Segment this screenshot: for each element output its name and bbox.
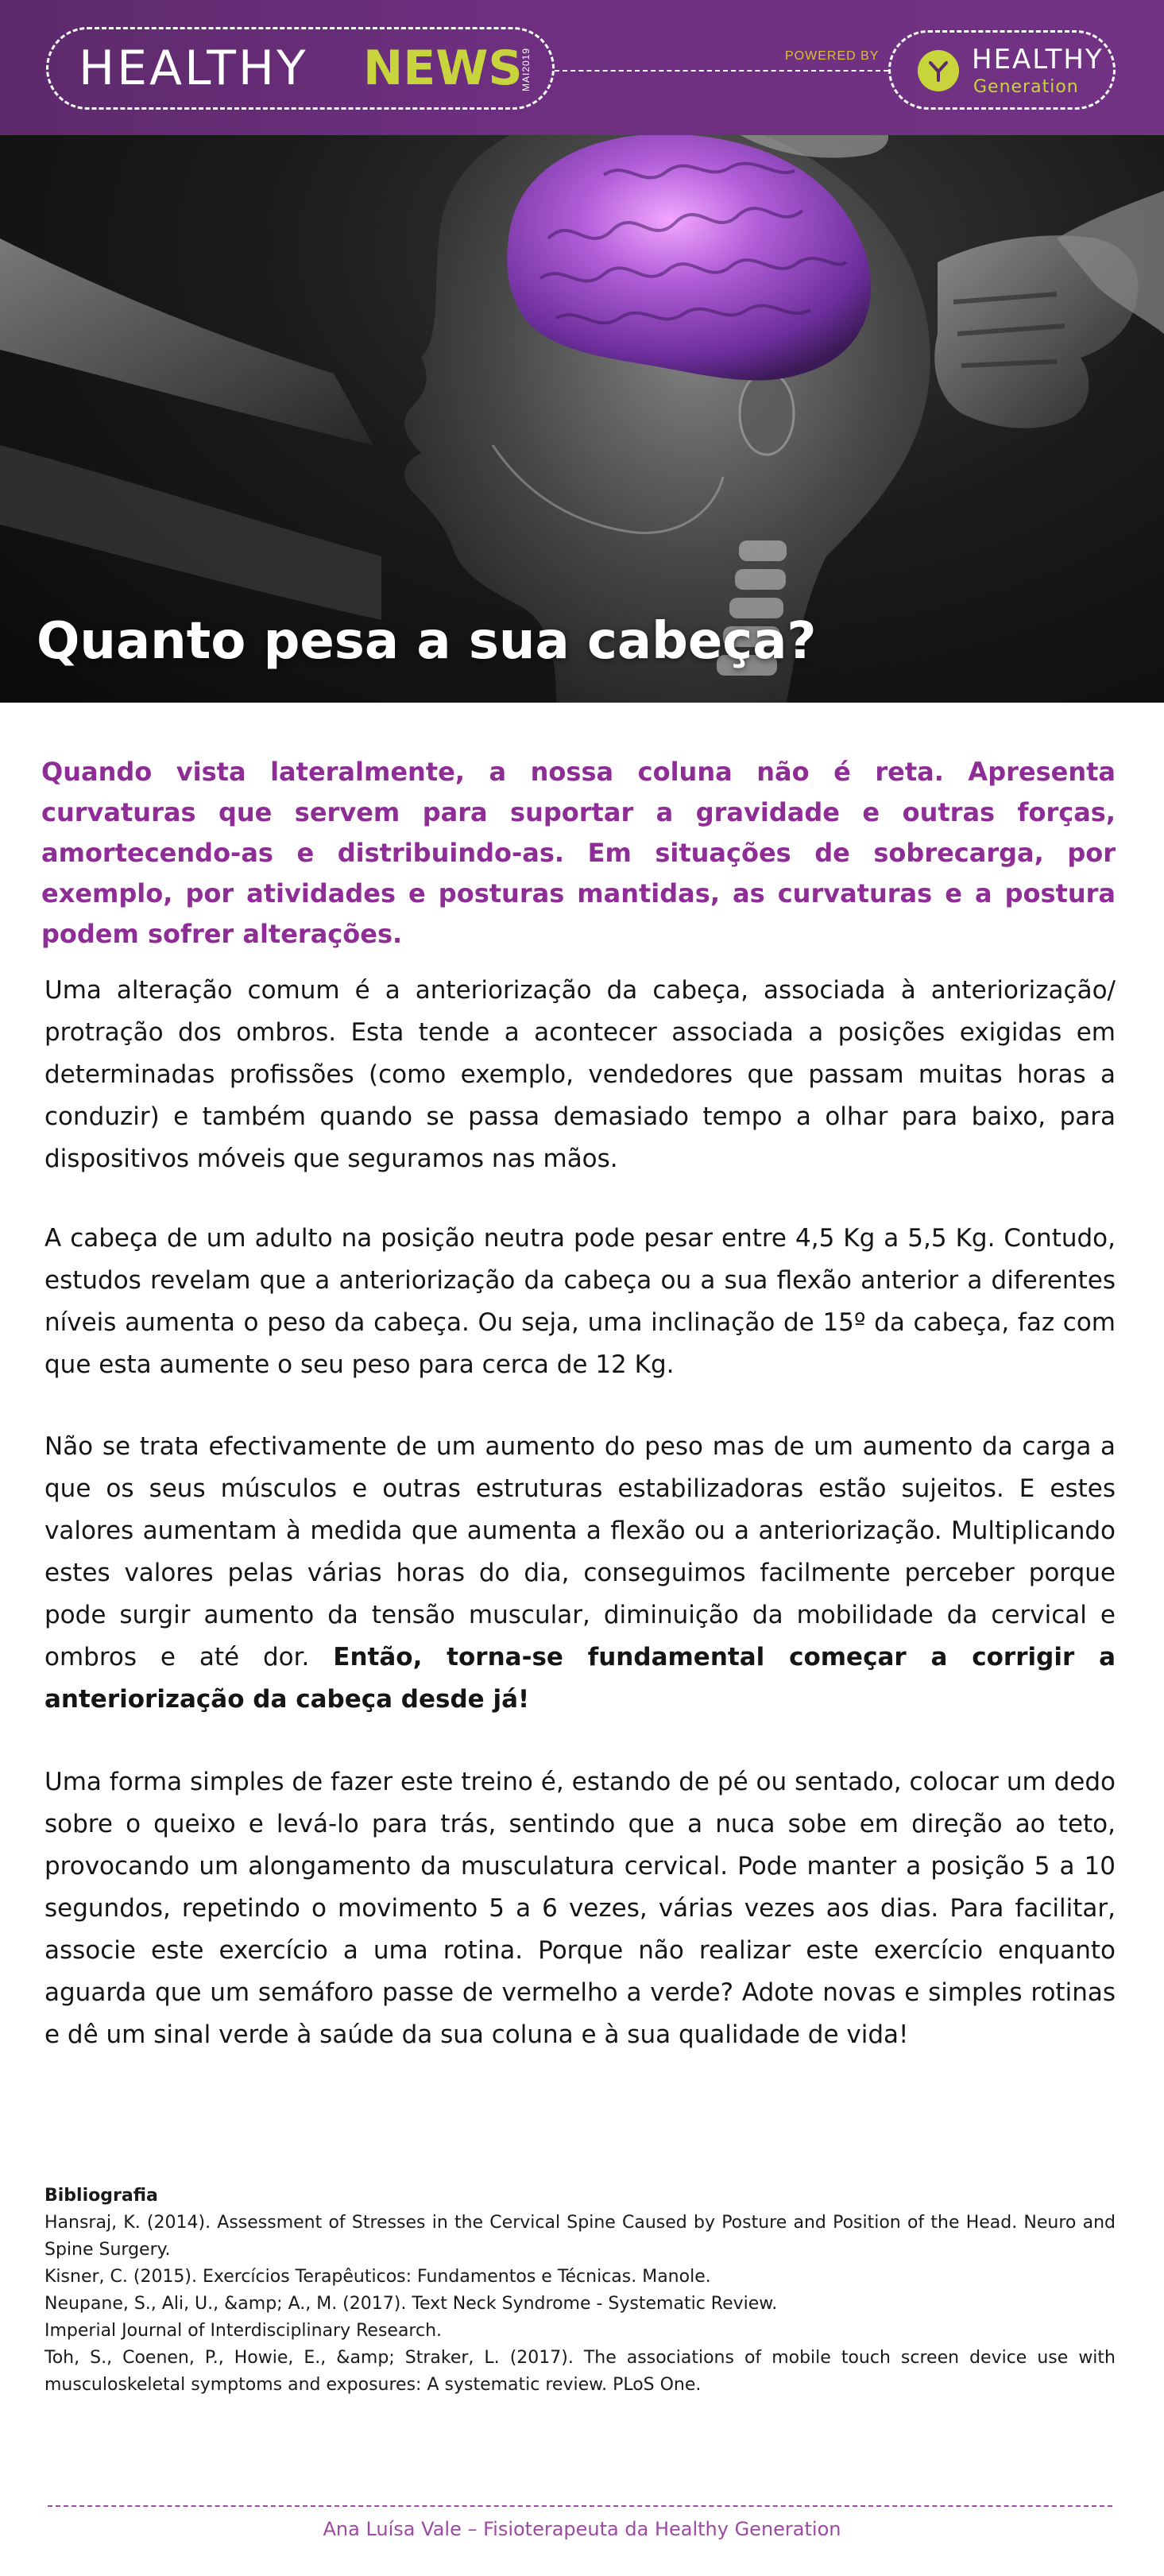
- paragraph-3-highlight: Então, torna-se fundamental começar a corrigir a anteriorização da cabeça desde já!: [44, 1643, 1116, 1714]
- header-divider: [555, 70, 888, 72]
- article-paragraph-4: Uma forma simples de fazer este treino é, estando de pé ou sentado, colocar um dedo sobre o queixo e levá-lo para trás, sentindo que a nuca sobe em direção ao teto, provocando um alongamento da musculatura cervical. Pode manter a posição 5 a 10 segundos, repetindo o movimento 5 a 6 vezes, várias vezes aos dias. Para facilitar, associe este exercício a uma rotina. Porque não realizar este exercício enquanto aguarda que um semáforo passe de vermelho a verde? Adote novas e simples rotinas e dê um sinal verde à saúde da sua coluna e à sua qualidade de vida!: [44, 1768, 1116, 2049]
- article-lead: Quando vista lateralmente, a nossa coluna não é reta. Apresenta curvaturas que servem para suportar a gravidade e outras forças, amortecendo-as e distribuindo-as. Em situações de sobrecarga, por exemplo, por atividades e posturas mantidas, as curvaturas e a postura podem sofrer alterações.: [41, 757, 1116, 949]
- bibliography: [44, 2183, 1116, 2399]
- paragraph-3-text: Não se trata efectivamente de um aumento do peso mas de um aumento da carga a que os seus músculos e outras estruturas estabilizadoras estão sujeitos. E estes valores aumentam à medida que aumenta a flexão ou a anteriorização. Multiplicando estes valores pelas várias horas do dia, conseguimos facilmente perceber porque pode surgir aumento da tensão muscular, diminuição da mobilidade da cervical e ombros e até dor.: [44, 1432, 1116, 1671]
- bibliography-ref: Toh, S., Coenen, P., Howie, E., &amp; Straker, L. (2017). The associations of mobile touch screen device use with musculoskeletal symptoms and exposures: A systematic review. PLoS One.: [44, 2348, 1116, 2395]
- article-paragraph-1: Uma alteração comum é a anteriorização da cabeça, associada à anteriorização/ protração dos ombros. Esta tende a acontecer associada a posições exigidas em determinadas profissões (como exemplo, vendedores que passam muitas horas a conduzir) e também quando se passa demasiado tempo a olhar para baixo, para dispositivos móveis que seguramos nas mãos.: [44, 976, 1116, 1173]
- article-paragraph-2: A cabeça de um adulto na posição neutra pode pesar entre 4,5 Kg a 5,5 Kg. Contudo, estudos revelam que a anteriorização da cabeça ou a sua flexão anterior a diferentes níveis aumenta o peso da cabeça. Ou seja, uma inclinação de 15º da cabeça, faz com que esta aumente o seu peso para cerca de 12 Kg.: [44, 1224, 1116, 1379]
- brand-healthy-text: HEALTHY: [972, 44, 1104, 76]
- newsletter-header: [0, 0, 1164, 135]
- bibliography-ref: Imperial Journal of Interdisciplinary Research.: [44, 2321, 443, 2341]
- healthy-generation-logo[interactable]: [888, 30, 1116, 110]
- healthy-news-logo[interactable]: [46, 27, 555, 110]
- article-title: Quanto pesa a sua cabeça?: [37, 612, 817, 671]
- healthy-generation-mark-icon: [918, 50, 959, 91]
- footer-divider: [48, 2505, 1112, 2507]
- bibliography-ref: Hansraj, K. (2014). Assessment of Stresses in the Cervical Spine Caused by Posture and Position of the Head. Neuro and Spine Surgery.: [44, 2213, 1116, 2260]
- powered-by-label: POWERED BY: [785, 49, 880, 63]
- logo-healthy-text: HEALTHY: [79, 41, 308, 96]
- bibliography-title: Bibliografia: [44, 2186, 158, 2206]
- bibliography-ref: Neupane, S., Ali, U., &amp; A., M. (2017). Text Neck Syndrome - Systematic Review.: [44, 2294, 778, 2314]
- brand-generation-text: Generation: [973, 77, 1079, 97]
- logo-news-text: NEWS: [363, 41, 523, 96]
- article-paragraph-3: [44, 1426, 1116, 1721]
- issue-date: MAI2019: [520, 47, 532, 91]
- bibliography-ref: Kisner, C. (2015). Exercícios Terapêuticos: Fundamentos e Técnicas. Manole.: [44, 2267, 711, 2287]
- footer-author: Ana Luísa Vale – Fisioterapeuta da Healthy Generation: [323, 2518, 841, 2540]
